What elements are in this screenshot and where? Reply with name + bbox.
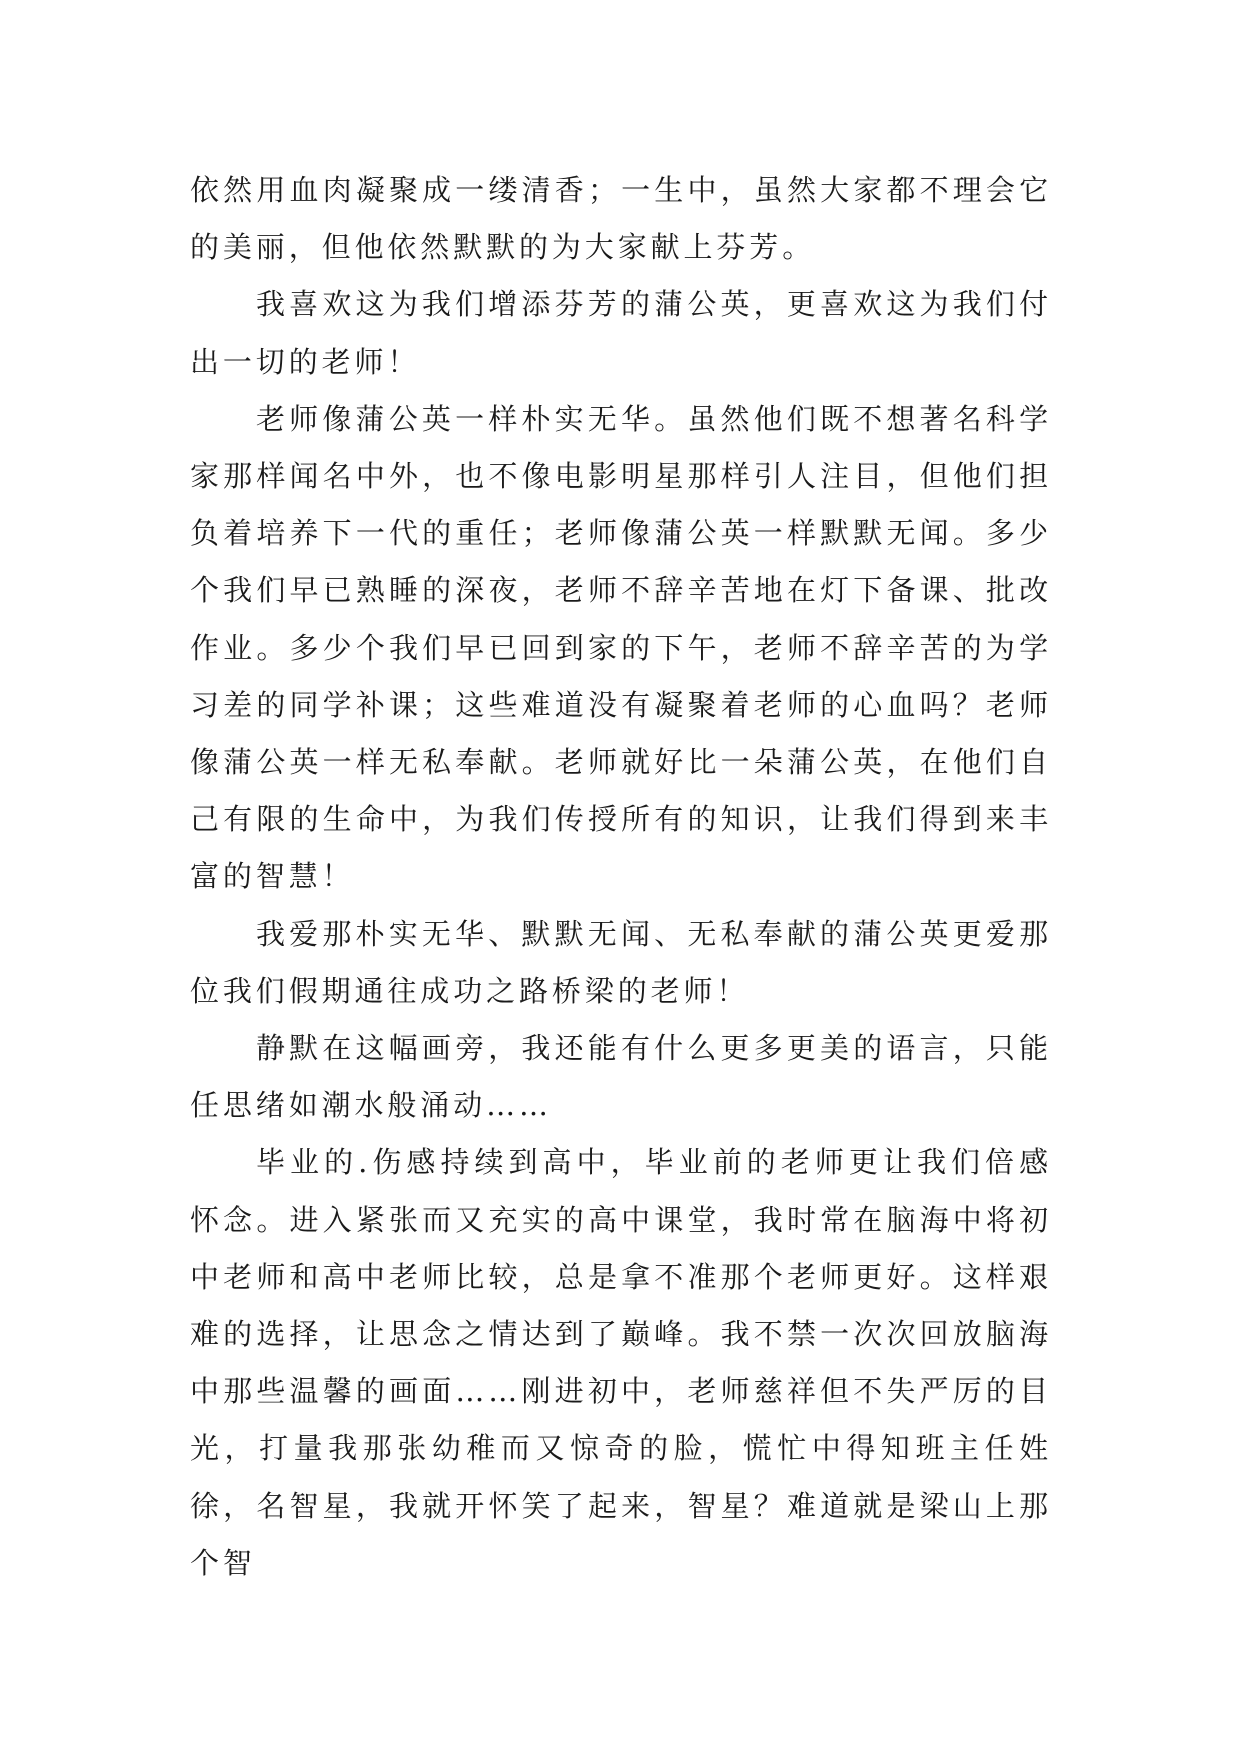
paragraph-6: 毕业的.伤感持续到高中，毕业前的老师更让我们倍感怀念。进入紧张而又充实的高中课堂，我时常在脑海中将初中老师和高中老师比较，总是拿不准那个老师更好。这样艰难的选择，让思念之情达到了巅峰。我不禁一次次回放脑海中那些温馨的画面……刚进初中，老师慈祥但不失严厉的目光，打量我那张幼稚而又惊奇的脸，慌忙中得知班主任姓徐，名智星，我就开怀笑了起来，智星？难道就是梁山上那个智 bbox=[190, 1145, 1052, 1580]
paragraph-4: 我爱那朴实无华、默默无闻、无私奉献的蒲公英更爱那位我们假期通往成功之路桥梁的老师！ bbox=[190, 916, 1052, 1008]
paragraph-1: 依然用血肉凝聚成一缕清香；一生中，虽然大家都不理会它的美丽，但他依然默默的为大家献上芬芳。 bbox=[190, 173, 1052, 265]
paragraph-3: 老师像蒲公英一样朴实无华。虽然他们既不想著名科学家那样闻名中外，也不像电影明星那样引人注目，但他们担负着培养下一代的重任；老师像蒲公英一样默默无闻。多少个我们早已熟睡的深夜，老师不辞辛苦地在灯下备课、批改作业。多少个我们早已回到家的下午，老师不辞辛苦的为学习差的同学补课；这些难道没有凝聚着老师的心血吗？老师像蒲公英一样无私奉献。老师就好比一朵蒲公英，在他们自己有限的生命中，为我们传授所有的知识，让我们得到来丰富的智慧！ bbox=[190, 401, 1052, 894]
document-page bbox=[190, 162, 1052, 1592]
paragraph-2: 我喜欢这为我们增添芬芳的蒲公英，更喜欢这为我们付出一切的老师！ bbox=[190, 287, 1052, 379]
paragraph-5: 静默在这幅画旁，我还能有什么更多更美的语言，只能任思绪如潮水般涌动…… bbox=[190, 1031, 1052, 1123]
